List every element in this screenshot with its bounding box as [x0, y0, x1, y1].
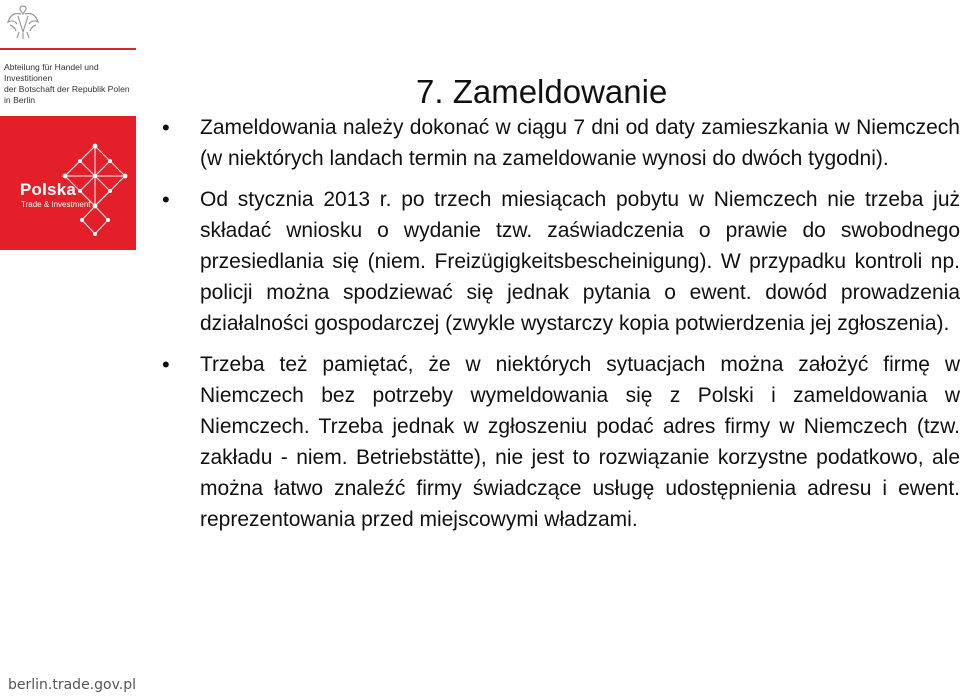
slide-title: 7. Zameldowanie: [416, 73, 668, 110]
bullet-list: [160, 112, 960, 545]
header-divider: [0, 48, 136, 50]
bullet-item: • Zameldowania należy dokonać w ciągu 7 dni od daty zamieszkania w Niemczech (w niektórych landach termin na zameldowanie wynosi do dwóch tygodni).: [160, 112, 960, 174]
eagle-emblem-icon: [6, 2, 40, 40]
bullet-item: • Od stycznia 2013 r. po trzech miesiącach pobytu w Niemczech nie trzeba już składać wniosku o wydanie tzw. zaświadczenia o prawie do swobodnego przesiedlania się (niem. Freizügigkeitsbescheinigung). W przypadku kontroli np. policji można spodziewać się jednak pytania o ewent. dowód prowadzenia działalności gospodarczej (zwykle wystarczy kopia potwierdzenia jej zgłoszenia).: [160, 184, 960, 339]
brand-name: Polska: [20, 180, 77, 199]
footer-url: berlin.trade.gov.pl: [8, 677, 137, 693]
org-line: der Botschaft der Republik Polen: [4, 84, 130, 94]
org-line: Abteilung für Handel und Investitionen: [4, 62, 99, 83]
bullet-item: • Trzeba też pamiętać, że w niektórych sytuacjach można założyć firmę w Niemczech bez potrzeby wymeldowania się z Polski i zameldowania w Niemczech. Trzeba jednak w zgłoszeniu podać adres firmy w Niemczech (tzw. zakładu - niem. Betriebstätte), nie jest to rozwiązanie korzystne podatkowo, ale można łatwo znaleźć firmy świadczące usługę udostępnienia adresu i ewent. reprezentowania przed miejscowymi władzami.: [160, 349, 960, 535]
brand-subtitle: Trade & Investment: [21, 200, 91, 209]
organization-name: [4, 62, 144, 106]
org-line: in Berlin: [4, 95, 36, 105]
